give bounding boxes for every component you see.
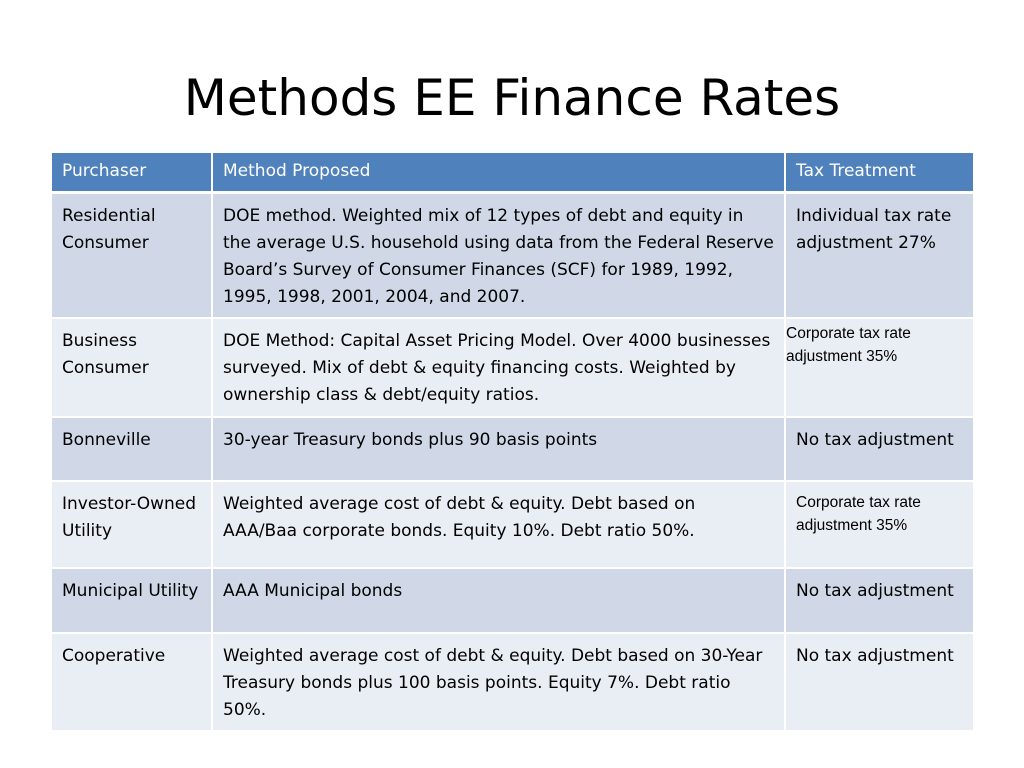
tax-cell: Corporate tax rate adjustment 35%: [785, 481, 973, 568]
method-cell: DOE method. Weighted mix of 12 types of debt and equity in the average U.S. household using data from the Federal Reserve Board’s Survey of Consumer Finances (SCF) for 1989, 1992, 1995, 1998, 2001, 2004, and 2007.: [212, 192, 785, 318]
header-purchaser: Purchaser: [52, 153, 212, 192]
purchaser-cell: Municipal Utility: [52, 568, 212, 633]
purchaser-cell: Bonneville: [52, 417, 212, 481]
table-row: [52, 417, 973, 481]
purchaser-cell: Business Consumer: [52, 318, 212, 417]
table-header-row: [52, 153, 973, 192]
table-row: [52, 633, 973, 731]
purchaser-cell: Cooperative: [52, 633, 212, 731]
table-row: [52, 192, 973, 318]
table-row: [52, 568, 973, 633]
method-cell: Weighted average cost of debt & equity. Debt based on 30-Year Treasury bonds plus 100 basis points. Equity 7%. Debt ratio 50%.: [212, 633, 785, 731]
tax-cell: No tax adjustment: [785, 417, 973, 481]
header-method-proposed: Method Proposed: [212, 153, 785, 192]
purchaser-cell: Residential Consumer: [52, 192, 212, 318]
header-tax-treatment: Tax Treatment: [785, 153, 973, 192]
tax-cell: No tax adjustment: [785, 633, 973, 731]
method-cell: DOE Method: Capital Asset Pricing Model. Over 4000 businesses surveyed. Mix of debt & equity financing costs. Weighted by ownership class & debt/equity ratios.: [212, 318, 785, 417]
finance-rates-table: [52, 153, 973, 732]
method-cell: AAA Municipal bonds: [212, 568, 785, 633]
purchaser-cell: Investor-Owned Utility: [52, 481, 212, 568]
slide-title: Methods EE Finance Rates: [183, 69, 841, 127]
tax-cell: Individual tax rate adjustment 27%: [785, 192, 973, 318]
table-row: [52, 481, 973, 568]
table-row: [52, 318, 973, 417]
method-cell: Weighted average cost of debt & equity. Debt based on AAA/Baa corporate bonds. Equity 10%. Debt ratio 50%.: [212, 481, 785, 568]
tax-cell: Corporate tax rate adjustment 35%: [785, 318, 973, 417]
tax-cell: No tax adjustment: [785, 568, 973, 633]
method-cell: 30-year Treasury bonds plus 90 basis points: [212, 417, 785, 481]
